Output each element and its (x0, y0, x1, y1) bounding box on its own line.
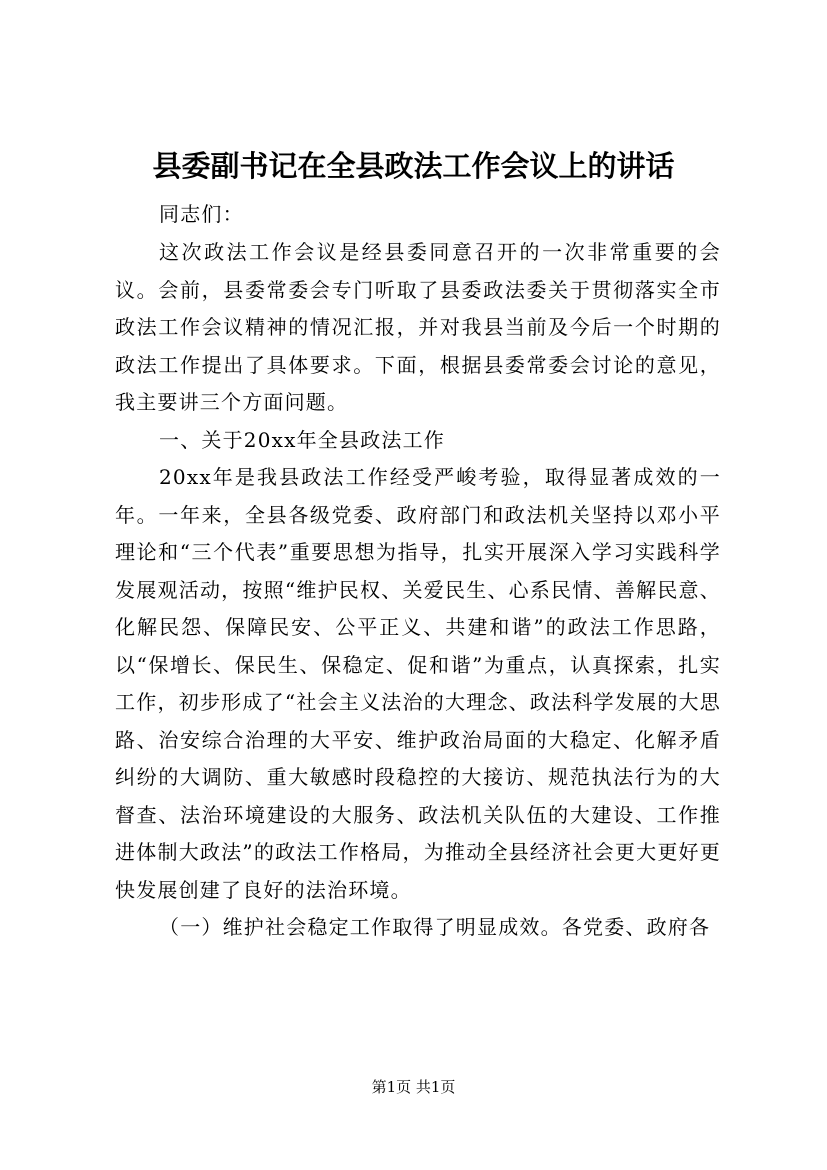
paragraph-review: 20xx年是我县政法工作经受严峻考验，取得显著成效的一年。一年来，全县各级党委、政府部门和政法机关坚持以邓小平理论和“三个代表”重要思想为指导，扎实开展深入学习实践科学发展观活动，按照“维护民权、关爱民生、心系民情、善解民意、化解民怨、保障民安、公平正义、共建和谐”的政法工作思路，以“保增长、保民生、保稳定、促和谐”为重点，认真探索，扎实工作，初步形成了“社会主义法治的大理念、政法科学发展的大思路、治安综合治理的大平安、维护政治局面的大稳定、化解矛盾纠纷的大调防、重大敏感时段稳控的大接访、规范执法行为的大督查、法治环境建设的大服务、政法机关队伍的大建设、工作推进体制大政法”的政法工作格局，为推动全县经济社会更大更好更快发展创建了良好的法治环境。 (115, 465, 721, 902)
document-body (115, 234, 721, 947)
page-number-footer: 第1页 共1页 (371, 1078, 456, 1096)
section-heading-1: 一、关于20xx年全县政法工作 (159, 427, 446, 452)
subsection-heading-1: （一）维护社会稳定工作取得了明显成效。各党委、政府各 (159, 915, 711, 939)
document-title: 县委副书记在全县政法工作会议上的讲话 (152, 149, 675, 183)
paragraph-intro: 这次政法工作会议是经县委同意召开的一次非常重要的会议。会前，县委常委会专门听取了县委政法委关于贯彻落实全市政法工作会议精神的情况汇报，并对我县当前及今后一个时期的政法工作提出了具体要求。下面，根据县委常委会讨论的意见，我主要讲三个方面问题。 (115, 240, 721, 414)
salutation: 同志们： (159, 202, 244, 226)
